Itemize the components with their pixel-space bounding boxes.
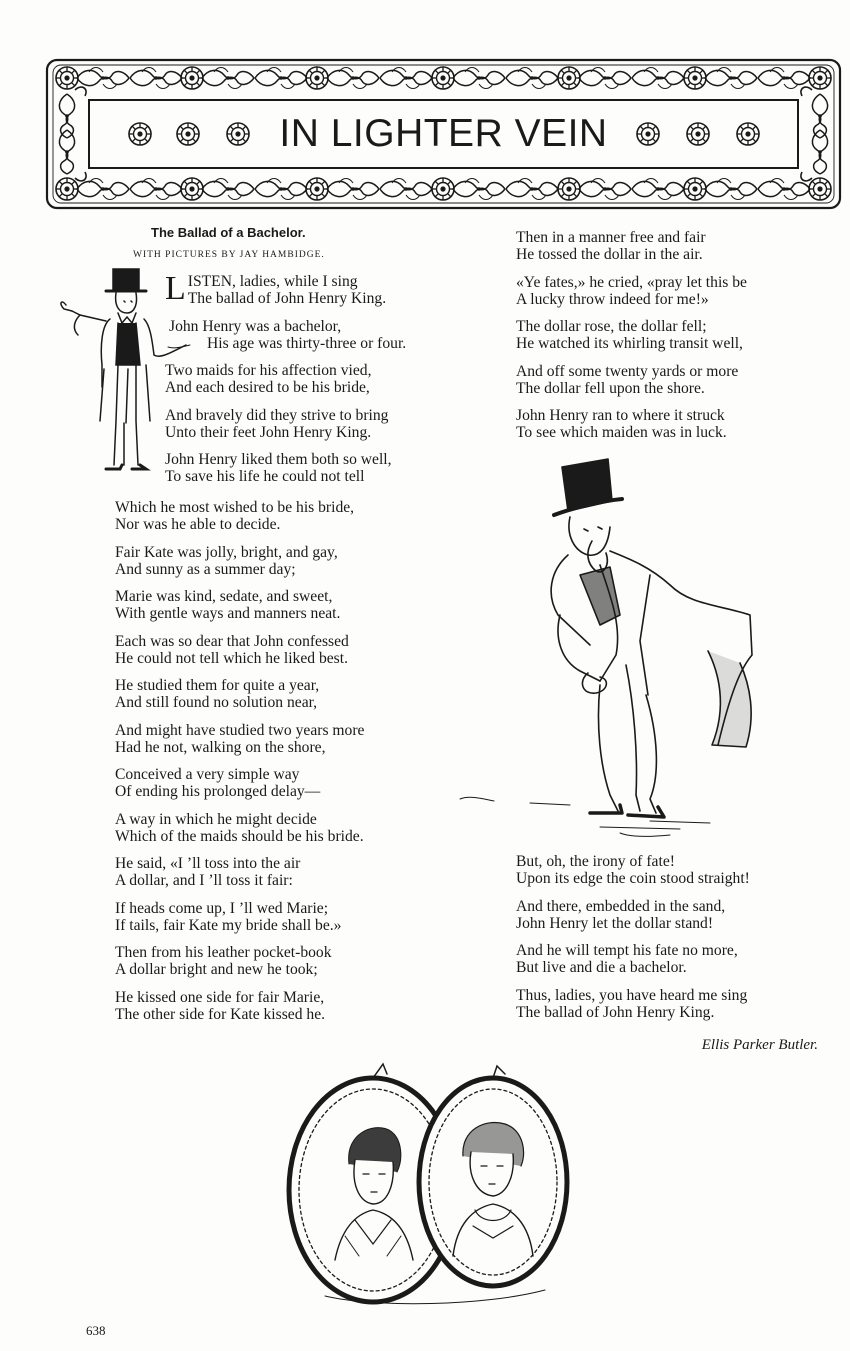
stanza (115, 633, 364, 667)
poem-line: John Henry liked them both so well, (165, 451, 392, 468)
poem-line: Upon its edge the coin stood straight! (516, 870, 750, 887)
stanza (516, 987, 750, 1021)
stanza (115, 811, 364, 845)
poem-line: Two maids for his affection vied, (165, 362, 372, 379)
poem-line: The other side for Kate kissed he. (115, 1005, 326, 1023)
stanza (165, 407, 406, 441)
stanza (115, 855, 364, 889)
poem-line: A way in which he might decide (115, 810, 317, 828)
poem-line: And might have studied two years more (115, 721, 365, 739)
poem-line: A dollar, and I ’ll toss it fair: (115, 872, 293, 889)
poem-line: Had he not, walking on the shore, (115, 738, 326, 756)
stanza (516, 853, 750, 887)
poem-line: He kissed one side for fair Marie, (115, 988, 325, 1006)
poem-line: He studied them for quite a year, (115, 677, 320, 694)
stanza (115, 722, 364, 756)
poem-left-top (165, 270, 407, 496)
poem-line: Fair Kate was jolly, bright, and gay, (115, 543, 338, 561)
stanza (115, 499, 364, 533)
poem-line: Which of the maids should be his bride. (115, 827, 364, 845)
stanza (115, 544, 364, 578)
poem-line: If tails, fair Kate my bride shall be.» (115, 916, 342, 934)
poem-line: The dollar fell upon the shore. (516, 379, 705, 397)
poem-line: John Henry let the dollar stand! (516, 914, 714, 932)
poem-line: And bravely did they strive to bring (165, 406, 389, 424)
poem-line: Then from his leather pocket-book (115, 944, 332, 961)
poem-line: But live and die a bachelor. (516, 959, 687, 976)
poem-line: Of ending his prolonged delay— (115, 783, 321, 800)
poem-line: He said, «I ’ll toss into the air (115, 855, 301, 872)
author-signature: Ellis Parker Butler. (701, 1037, 818, 1053)
page-number: 638 (86, 1323, 106, 1338)
poem-line: He watched its whirling transit well, (516, 335, 743, 352)
poem-line: And off some twenty yards or more (516, 362, 739, 380)
illustration-credit: WITH PICTURES BY JAY HAMBIDGE. (133, 250, 325, 260)
stanza (115, 677, 364, 711)
poem-line: ISTEN, ladies, while I sing (187, 273, 358, 290)
stanza (165, 451, 406, 485)
stanza (169, 318, 406, 352)
poem-line: Conceived a very simple way (115, 766, 300, 783)
poem-line: The dollar rose, the dollar fell; (516, 318, 707, 335)
poem-line: And still found no solution near, (115, 694, 318, 711)
poem-right-top (516, 229, 747, 452)
poem-line: Which he most wished to be his bride, (115, 499, 355, 516)
stanza (516, 318, 747, 352)
poem-right-bottom (516, 853, 750, 1031)
poem-line: He tossed the dollar in the air. (516, 246, 703, 263)
poem-line: To see which maiden was in luck. (516, 424, 727, 441)
stanza (165, 270, 406, 307)
stanza (516, 274, 747, 308)
stanza (516, 407, 747, 441)
stanza (115, 989, 364, 1023)
poem-line: Marie was kind, sedate, and sweet, (115, 588, 333, 605)
poem-line: Each was so dear that John confessed (115, 632, 349, 650)
poem-line: His age was thirty-three or four. (207, 334, 407, 352)
stanza (516, 363, 747, 397)
poem-line: He could not tell which he liked best. (115, 649, 348, 667)
poem-line: Thus, ladies, you have heard me sing (516, 986, 748, 1004)
stanza (516, 229, 747, 263)
poem-left-bottom (115, 499, 364, 1033)
poem-line: And there, embedded in the sand, (516, 897, 726, 915)
poem-line: But, oh, the irony of fate! (516, 853, 675, 870)
stanza (516, 942, 750, 976)
stanza (115, 900, 364, 934)
poem-line: If heads come up, I ’ll wed Marie; (115, 899, 329, 917)
drop-cap: L (165, 270, 186, 307)
bending-bachelor-illustration (450, 455, 770, 840)
poem-title: The Ballad of a Bachelor. (151, 225, 306, 240)
poem-line: Unto their feet John Henry King. (165, 423, 372, 441)
poem-line: To save his life he could not tell (165, 468, 365, 485)
poem-line: And he will tempt his fate no more, (516, 942, 738, 959)
header-banner (45, 58, 842, 210)
poem-line: A lucky throw indeed for me!» (516, 290, 709, 308)
stanza (115, 588, 364, 622)
poem-line: John Henry was a bachelor, (169, 317, 342, 335)
poem-line: «Ye fates,» he cried, «pray let this be (516, 273, 747, 291)
stanza (115, 944, 364, 978)
poem-line: Nor was he able to decide. (115, 516, 281, 533)
poem-line: And sunny as a summer day; (115, 560, 296, 578)
poem-line: The ballad of John Henry King. (187, 290, 387, 307)
portraits-illustration (285, 1060, 575, 1310)
poem-line: A dollar bright and new he took; (115, 961, 318, 978)
poem-line: And each desired to be his bride, (165, 379, 370, 396)
poem-line: Then in a manner free and fair (516, 229, 706, 246)
stanza (165, 362, 406, 396)
poem-line: John Henry ran to where it struck (516, 407, 725, 424)
stanza (516, 898, 750, 932)
poem-line: With gentle ways and manners neat. (115, 605, 341, 622)
poem-line: The ballad of John Henry King. (516, 1003, 715, 1021)
stanza (115, 766, 364, 800)
page-title: IN LIGHTER VEIN (279, 112, 608, 155)
